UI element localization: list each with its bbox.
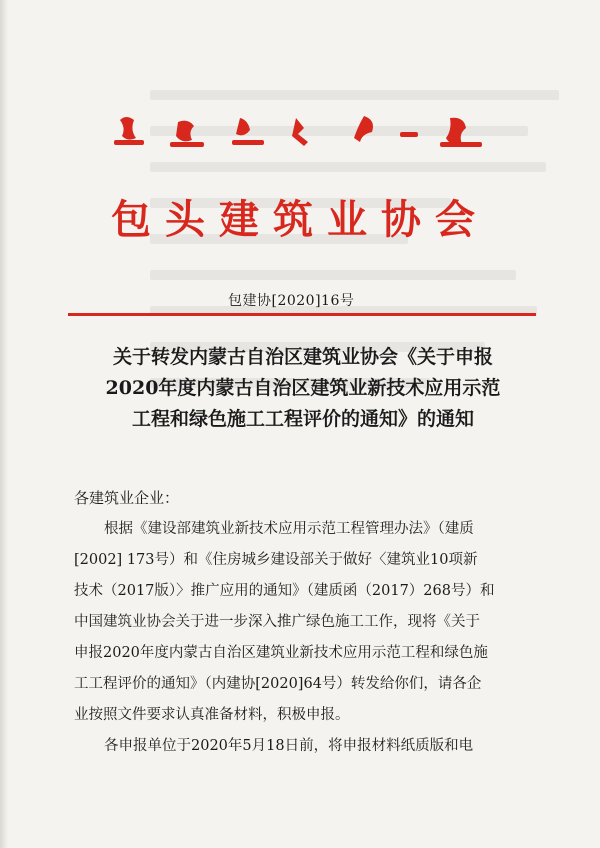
title-line: 2020年度内蒙古自治区建筑业新技术应用示范 <box>105 377 501 399</box>
title-line: 工程和绿色施工工程评价的通知》的通知 <box>131 408 474 430</box>
title-line: 关于转发内蒙古自治区建筑业协会《关于申报 <box>112 346 493 368</box>
body-line: 申报2020年度内蒙古自治区建筑业新技术应用示范工程和绿色施 <box>74 645 488 661</box>
body-line: [2002] 173号）和《住房城乡建设部关于做好〈建筑业10项新 <box>74 552 478 568</box>
body-text <box>74 514 544 762</box>
body-line: 根据《建设部建筑业新技术应用示范工程管理办法》（建质 <box>104 521 474 537</box>
body-line: 工工程评价的通知》（内建协[2020]64号）转发给你们，请各企 <box>74 676 482 692</box>
body-line: 中国建筑业协会关于进一步深入推广绿色施工工作，现将《关于 <box>74 614 480 630</box>
document-number: 包建协[2020]16号 <box>228 293 355 309</box>
scan-edge-shadow <box>0 0 8 848</box>
issuing-organization-name: 包头建筑业协会 <box>111 197 489 243</box>
mongolian-script-emblem <box>100 112 520 156</box>
salutation: 各建筑业企业： <box>74 489 180 507</box>
body-line: 业按照文件要求认真准备材料，积极申报。 <box>74 707 350 723</box>
red-header-divider <box>68 313 536 316</box>
body-line: 各申报单位于2020年5月18日前，将申报材料纸质版和电 <box>104 738 474 754</box>
body-line: 技术（2017版）〉推广应用的通知》（建质函（2017）268号）和 <box>74 583 495 599</box>
document-title <box>70 342 536 435</box>
